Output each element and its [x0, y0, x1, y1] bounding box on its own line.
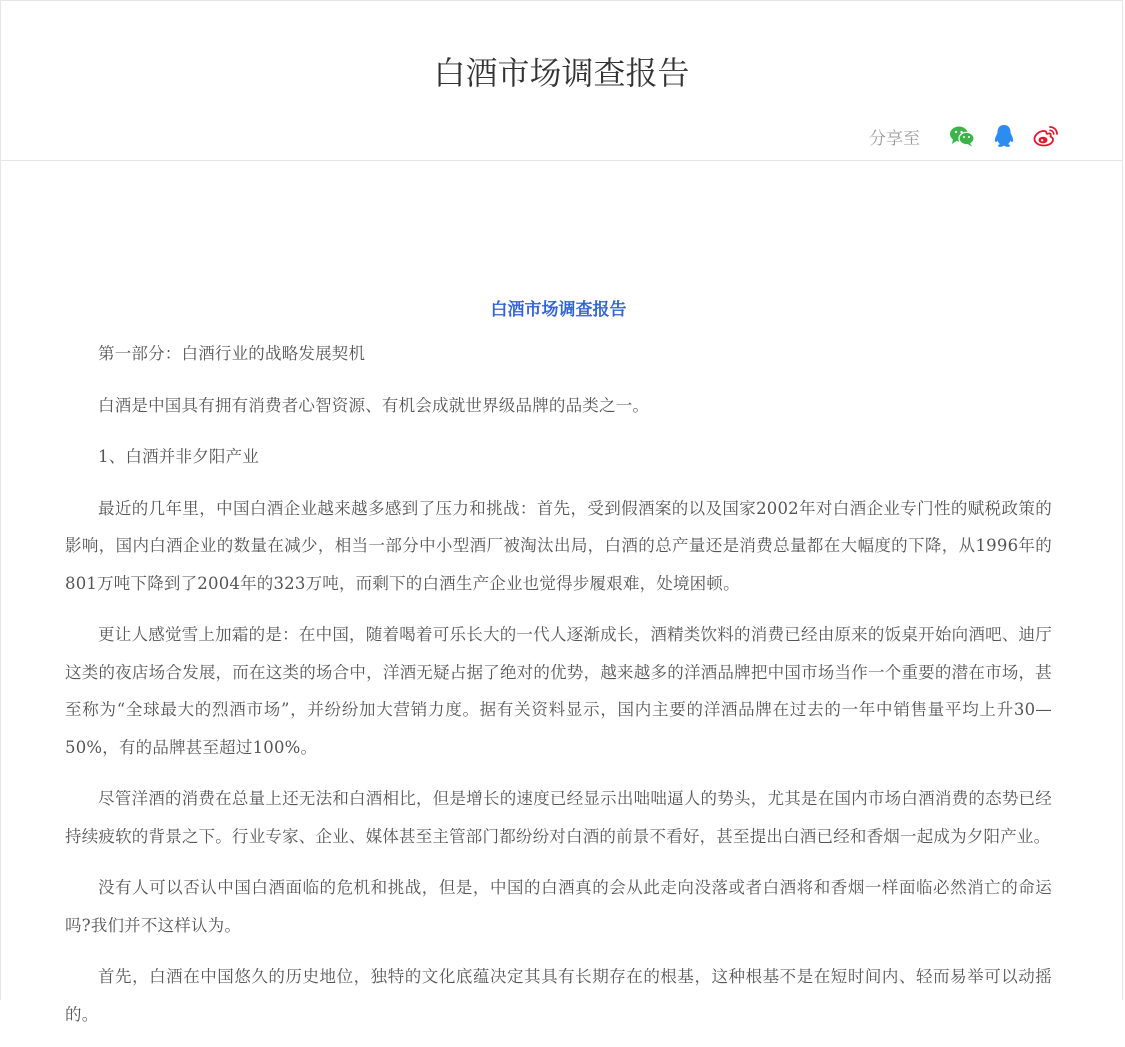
article-body [65, 291, 1052, 1047]
qq-icon [993, 124, 1015, 148]
article-heading: 白酒市场调查报告 [490, 300, 627, 320]
article-paragraph: 白酒是中国具有拥有消费者心智资源、有机会成就世界级品牌的品类之一。 [98, 395, 650, 415]
article-paragraph: 更让人感觉雪上加霜的是：在中国，随着喝着可乐长大的一代人逐渐成长，酒精类饮料的消费已经由原来的饭桌开始向酒吧、迪厅这类的夜店场合发展，而在这类的场合中，洋酒无疑占据了绝对的优势，越来越多的洋酒品牌把中国市场当作一个重要的潜在市场，甚至称为“全球最大的烈酒市场”，并纷纷加大营销力度。据有关资料显示，国内主要的洋酒品牌在过去的一年中销售量平均上升30—50%，有的品牌甚至超过100%。 [65, 625, 1052, 757]
wechat-icon [949, 125, 975, 147]
article-paragraph: 最近的几年里，中国白酒企业越来越多感到了压力和挑战：首先，受到假酒案的以及国家2002年对白酒企业专门性的赋税政策的影响，国内白酒企业的数量在减少，相当一部分中小型酒厂被淘汰出局，白酒的总产量还是消费总量都在大幅度的下降，从1996年的801万吨下降到了2004年的323万吨，而剩下的白酒生产企业也觉得步履艰难，处境困顿。 [65, 498, 1052, 593]
page-title: 白酒市场调查报告 [433, 54, 690, 92]
article-paragraph: 没有人可以否认中国白酒面临的危机和挑战，但是，中国的白酒真的会从此走向没落或者白酒将和香烟一样面临必然消亡的命运吗?我们并不这样认为。 [65, 878, 1052, 935]
share-bar [869, 121, 1060, 151]
article-paragraph: 第一部分：白酒行业的战略发展契机 [98, 344, 366, 363]
qq-share-button[interactable] [990, 122, 1018, 150]
page-header [1, 1, 1122, 161]
wechat-share-button[interactable] [948, 122, 976, 150]
article-paragraph: 1、白酒并非夕阳产业 [98, 447, 259, 466]
article-paragraph: 首先，白酒在中国悠久的历史地位，独特的文化底蕴决定其具有长期存在的根基，这种根基不是在短时间内、轻而易举可以动摇的。 [65, 967, 1052, 1024]
article-paragraph: 尽管洋酒的消费在总量上还无法和白酒相比，但是增长的速度已经显示出咄咄逼人的势头，尤其是在国内市场白酒消费的态势已经持续疲软的背景之下。行业专家、企业、媒体甚至主管部门都纷纷对白酒的前景不看好，甚至提出白酒已经和香烟一起成为夕阳产业。 [65, 789, 1052, 846]
share-label: 分享至 [869, 128, 920, 149]
weibo-share-button[interactable] [1032, 122, 1060, 150]
weibo-icon [1033, 124, 1059, 148]
